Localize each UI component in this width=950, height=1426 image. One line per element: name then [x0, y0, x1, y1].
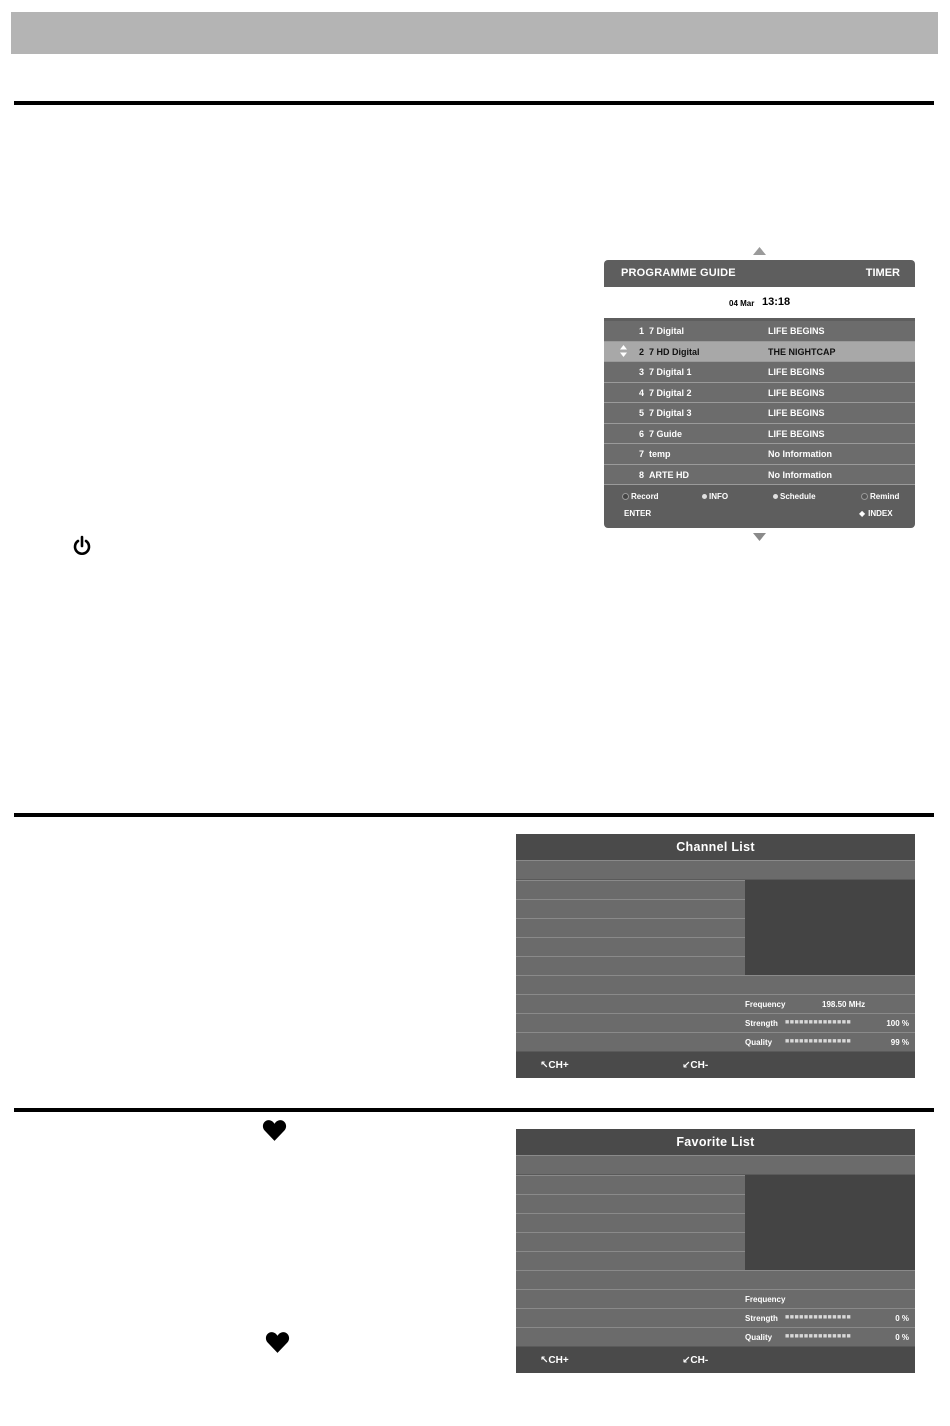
channel-name: 7 Digital 3	[649, 408, 692, 418]
frequency-row	[516, 994, 915, 1013]
info-dot-icon	[702, 494, 707, 499]
section-divider	[14, 1108, 934, 1112]
channel-name: ARTE HD	[649, 469, 689, 480]
favorite-list-panel	[516, 1129, 915, 1373]
remind-key[interactable]	[861, 492, 899, 501]
heart-icon	[265, 1331, 290, 1354]
header-band	[516, 1155, 915, 1174]
programme-title: LIFE BEGINS	[768, 387, 825, 398]
strength-bar: ■■■■■■■■■■■■■■	[785, 1019, 852, 1026]
epg-channel-row[interactable]	[604, 321, 915, 342]
list-item[interactable]	[516, 918, 745, 937]
channel-number: 7	[638, 449, 644, 459]
programme-title: THE NIGHTCAP	[768, 346, 836, 357]
separator-band	[516, 1270, 915, 1289]
frequency-label: Frequency	[745, 1000, 786, 1009]
channel-number: 2	[638, 346, 644, 357]
programme-guide	[604, 260, 915, 528]
programme-title: No Information	[768, 449, 832, 459]
heart-icon	[262, 1119, 287, 1142]
favorite-list-title: Favorite List	[516, 1129, 915, 1155]
remind-label: Remind	[870, 492, 900, 501]
power-icon	[71, 535, 93, 557]
list-item[interactable]	[516, 956, 745, 975]
schedule-label: Schedule	[780, 492, 816, 501]
list-item[interactable]	[516, 1251, 745, 1270]
index-key[interactable]	[859, 509, 893, 518]
epg-channel-row[interactable]	[604, 383, 915, 404]
channel-name: 7 Digital 2	[649, 387, 692, 398]
list-item[interactable]	[516, 1232, 745, 1251]
channel-number: 1	[638, 326, 644, 336]
frequency-label: Frequency	[745, 1295, 786, 1304]
ch-up-key[interactable]	[540, 1355, 569, 1366]
programme-title: LIFE BEGINS	[768, 326, 825, 336]
programme-title: LIFE BEGINS	[768, 428, 825, 439]
info-label: INFO	[709, 492, 729, 501]
strength-value: 0 %	[895, 1314, 909, 1323]
up-down-icon	[620, 345, 627, 357]
ch-up-key[interactable]	[540, 1060, 569, 1071]
remind-dot-icon	[861, 493, 868, 500]
channel-list-title: Channel List	[516, 834, 915, 860]
channel-list-panel	[516, 834, 915, 1078]
schedule-key[interactable]	[773, 492, 816, 501]
channel-name: 7 Digital	[649, 326, 685, 336]
scroll-down-icon[interactable]	[752, 532, 767, 542]
channel-number: 3	[638, 367, 644, 377]
programme-title: LIFE BEGINS	[768, 408, 825, 418]
channel-number: 8	[638, 469, 644, 480]
strength-value: 100 %	[886, 1019, 909, 1028]
preview-window	[745, 880, 915, 975]
arrow-down-left-icon: ↙	[682, 1060, 691, 1071]
epg-title: PROGRAMME GUIDE	[621, 267, 736, 279]
programme-title: No Information	[768, 469, 832, 480]
strength-row	[516, 1308, 915, 1327]
arrow-up-left-icon: ↖	[540, 1060, 549, 1071]
preview-window	[745, 1175, 915, 1270]
epg-channel-row[interactable]	[604, 444, 915, 465]
header-band	[516, 860, 915, 879]
quality-label: Quality	[745, 1038, 773, 1047]
epg-channel-row[interactable]	[604, 362, 915, 383]
quality-label: Quality	[745, 1333, 773, 1342]
channel-number: 4	[638, 387, 644, 398]
arrow-down-left-icon: ↙	[682, 1355, 691, 1366]
epg-datetime	[604, 287, 915, 318]
quality-row	[516, 1327, 915, 1346]
ch-down-label: CH-	[690, 1060, 709, 1071]
section-divider	[14, 101, 934, 105]
schedule-dot-icon	[773, 494, 778, 499]
channel-name: 7 Digital 1	[649, 367, 692, 377]
record-dot-icon	[622, 493, 629, 500]
epg-channel-row-selected[interactable]	[604, 342, 915, 363]
list-item[interactable]	[516, 880, 745, 899]
channel-number: 6	[638, 428, 644, 439]
list-item[interactable]	[516, 899, 745, 918]
timer-button[interactable]: TIMER	[865, 267, 900, 279]
ch-up-label: CH+	[548, 1060, 569, 1071]
epg-header	[604, 260, 915, 287]
channel-number: 5	[638, 408, 644, 418]
strength-label: Strength	[745, 1019, 778, 1028]
epg-date: 04 Mar	[729, 299, 755, 308]
epg-time: 13:18	[762, 296, 791, 308]
panel-footer	[516, 1052, 915, 1078]
epg-channel-list	[604, 321, 915, 485]
frequency-row	[516, 1289, 915, 1308]
list-item[interactable]	[516, 1213, 745, 1232]
frequency-value: 198.50 MHz	[822, 1000, 866, 1009]
ch-down-key[interactable]	[682, 1355, 708, 1366]
quality-value: 0 %	[895, 1333, 909, 1342]
list-item[interactable]	[516, 1175, 745, 1194]
strength-row	[516, 1013, 915, 1032]
arrow-up-left-icon: ↖	[540, 1355, 549, 1366]
list-item[interactable]	[516, 937, 745, 956]
ch-up-label: CH+	[548, 1355, 569, 1366]
quality-row	[516, 1032, 915, 1051]
diamond-icon: ◆	[859, 509, 866, 518]
separator-band	[516, 975, 915, 994]
list-item[interactable]	[516, 1194, 745, 1213]
enter-key[interactable]: ENTER	[624, 509, 652, 518]
epg-channel-row[interactable]	[604, 403, 915, 424]
scroll-up-icon[interactable]	[752, 246, 767, 256]
index-label: INDEX	[868, 509, 893, 518]
quality-bar: ■■■■■■■■■■■■■■	[785, 1333, 852, 1340]
record-key[interactable]	[622, 492, 659, 501]
quality-value: 99 %	[890, 1038, 909, 1047]
epg-channel-row[interactable]	[604, 465, 915, 486]
channel-name: 7 Guide	[649, 428, 683, 439]
info-key[interactable]	[702, 492, 728, 501]
record-label: Record	[631, 492, 659, 501]
ch-down-key[interactable]	[682, 1060, 708, 1071]
section-divider	[14, 813, 934, 817]
programme-title: LIFE BEGINS	[768, 367, 825, 377]
channel-name: temp	[649, 449, 671, 459]
epg-channel-row[interactable]	[604, 424, 915, 445]
epg-footer	[604, 486, 915, 528]
strength-bar: ■■■■■■■■■■■■■■	[785, 1314, 852, 1321]
strength-label: Strength	[745, 1314, 778, 1323]
header-bar	[11, 12, 938, 54]
panel-footer	[516, 1347, 915, 1373]
quality-bar: ■■■■■■■■■■■■■■	[785, 1038, 852, 1045]
ch-down-label: CH-	[690, 1355, 709, 1366]
channel-name: 7 HD Digital	[649, 346, 700, 357]
